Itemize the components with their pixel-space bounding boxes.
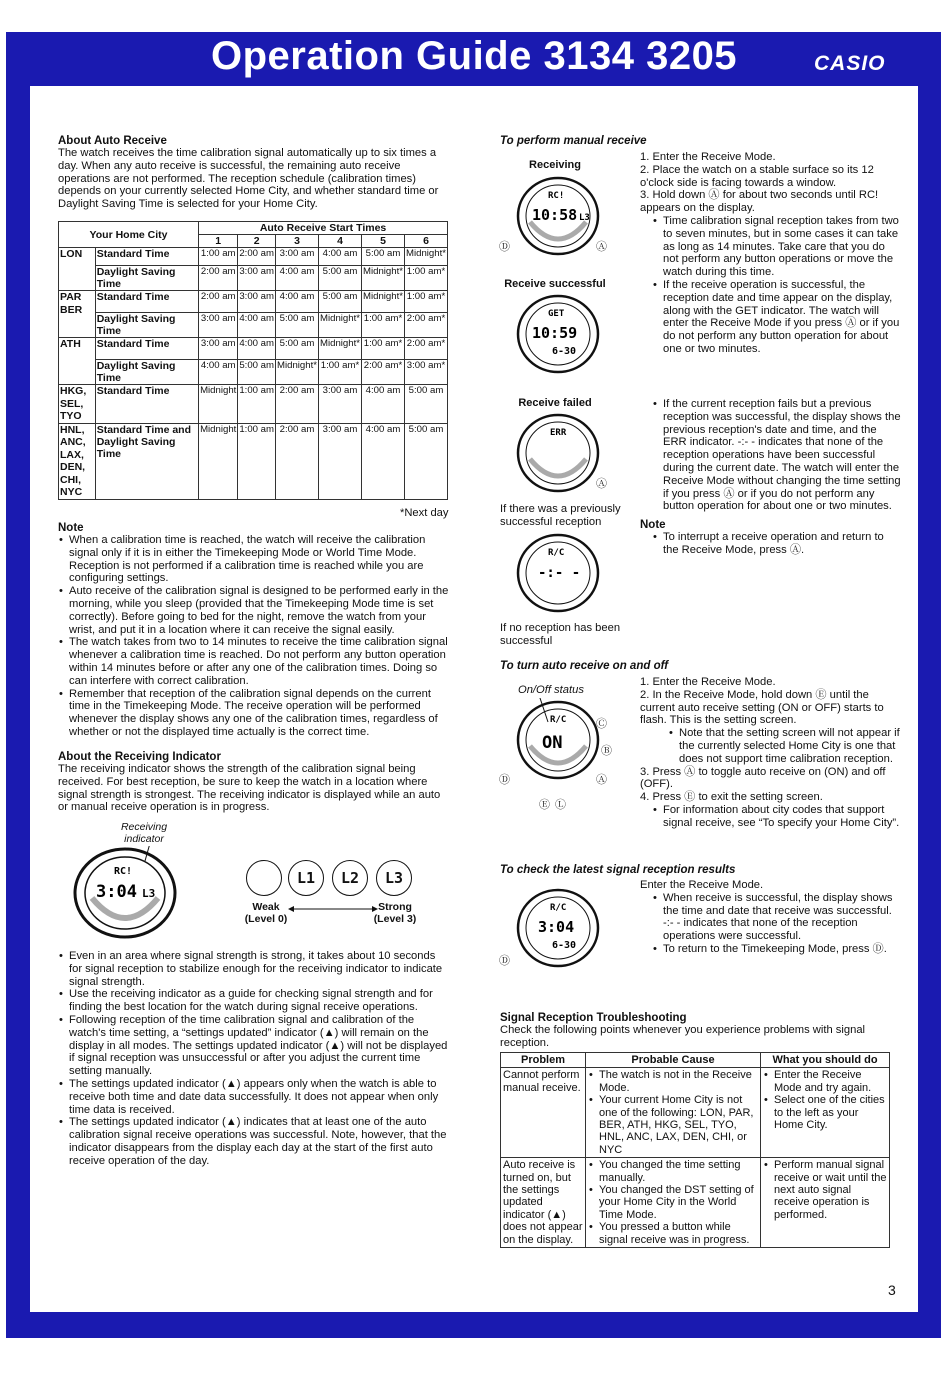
receiving-indicator-callout: Receiving indicator [120,821,168,845]
watch-no-reception [508,531,608,617]
onoff-bullet: • For information about city codes that support signal receive, see “To specify your Home City”. [663,804,902,830]
time-cell: 4:00 am [362,423,405,499]
button-a-icon: Ⓐ [596,774,607,786]
time-cell: 4:00 am [362,385,405,424]
trouble-rows [501,1068,890,1248]
latest-bullet: • When receive is successful, the display shows the time and date that receive was successful. -:- - indicates that none of the reception operations were successful. [663,892,902,943]
receiving-time-text: 10:58 [532,206,578,224]
time-col-4: 4 [319,235,362,248]
trouble-intro: Check the following points whenever you experience problems with signal reception. [500,1024,866,1049]
auto-receive-rows [59,248,448,500]
table-row [59,313,448,338]
failed-bullet: • If the current reception fails but a previous reception was successful, the display shows the previous reception's date and time, and the ERR indicator. -:- - indicates that none of the reception operations have been successful during the current date. The watch will enter the Receive Mode without changing the time setting if you press Ⓐ or if you do not perform any button operation for about one or two minutes. [663,398,902,513]
table-row [59,248,448,266]
time-cell: 1:00 am [199,248,238,266]
onoff-step: 1. Enter the Receive Mode. [640,676,776,688]
indicator-bullet: • The settings updated indicator (▲) appears only when the watch is able to receive both time and date data successfully. It does not appear when only time data is received. [69,1078,450,1116]
col-cause: Probable Cause [586,1053,761,1068]
level-3-circle: L3 [376,860,412,896]
time-col-6: 6 [405,235,448,248]
col-problem: Problem [501,1053,586,1068]
no-reception-caption: If no reception has been successful [500,622,621,647]
col-action: What you should do [761,1053,890,1068]
time-cell: 2:00 am [199,266,238,291]
time-cell: 5:00 am [319,266,362,291]
strong-label [370,902,420,925]
brand-logo: CASIO [814,52,886,75]
page-content [30,86,918,1312]
time-cell: 1:00 am* [405,291,448,313]
time-cell: 5:00 am [276,338,319,360]
note-item: • The watch takes from two to 14 minutes to receive the time calibration signal whenever a calibration time is reached. Do not perform any button operation within 14 minutes before or after any one of the calibration times. Doing so can interfere with correct calibration. [69,636,450,687]
onoff-step-list-2 [640,766,902,804]
time-cell: 2:00 am [276,423,319,499]
manual-bullet: • If the receive operation is successful, the reception date and time appear on the display, along with the GET indicator. The watch will enter the Receive Mode if you press Ⓐ or if you do not perform any button operation for about one or two minutes. [663,279,902,356]
auto-onoff-steps [640,676,902,830]
time-cell: 2:00 am [238,248,276,266]
time-cell: Midnight* [276,360,319,385]
indicator-heading: About the Receiving Indicator [58,751,221,763]
indicator-section [58,751,450,814]
manual-step: 1. Enter the Receive Mode. [640,151,776,163]
manual-heading: To perform manual receive [500,135,647,147]
time-cell: 5:00 am [276,313,319,338]
col-home-city: Your Home City [59,222,199,248]
col-start-times: Auto Receive Start Times [199,222,448,235]
time-cell: 4:00 am [276,266,319,291]
time-cell: 4:00 am [199,360,238,385]
action-cell [761,1158,890,1248]
cause-list [588,1159,758,1246]
problem-cell: Auto receive is turned on, but the settings updated indicator (▲) does not appear on the display. [501,1158,586,1248]
manual-note-list [652,531,902,557]
cause-item: • The watch is not in the Receive Mode. [599,1069,758,1094]
signal-level-row [246,860,446,900]
time-cell: 3:00 am [276,248,319,266]
time-cell: 1:00 am [238,385,276,424]
failed-description [640,398,902,557]
button-d-icon: Ⓓ [499,774,510,786]
time-cell: 2:00 am [199,291,238,313]
button-b-icon: Ⓑ [601,745,612,757]
time-type-cell: Standard Time and Daylight Saving Time [95,423,198,499]
city-cell: LON [59,248,96,291]
button-e-icon: Ⓔ [539,799,550,811]
city-cell: HKG, SEL, TYO [59,385,96,424]
time-cell: 2:00 am* [405,338,448,360]
watch-rc-text: RC! [114,866,133,877]
time-type-cell: Daylight Saving Time [95,360,198,385]
strong-text: Strong [378,901,412,913]
time-cell: Midnight [199,385,238,424]
time-cell: Midnight* [362,291,405,313]
time-cell: 3:00 am [319,423,362,499]
weak-sub-text: (Level 0) [244,912,288,925]
action-list [763,1069,887,1131]
header-bar [6,32,941,86]
onoff-step: 4. Press Ⓔ to exit the setting screen. [640,791,823,804]
problem-cell: Cannot perform manual receive. [501,1068,586,1158]
onoff-step: 3. Press Ⓐ to toggle auto receive on (ON) and off (OFF). [640,765,886,791]
latest-bullet-list [652,892,902,956]
onoff-step-list [640,676,902,727]
time-type-cell: Standard Time [95,248,198,266]
watch-failed [508,411,608,497]
action-item: • Enter the Receive Mode and try again. [774,1069,887,1094]
latest-rc-text: R/C [550,903,567,913]
no-reception-dash-text: -:- - [538,565,581,581]
trouble-section [500,1012,900,1050]
table-row [501,1068,890,1158]
table-row [501,1158,890,1248]
auto-receive-notes [58,522,450,739]
manual-note: • To interrupt a receive operation and return to the Receive Mode, press Ⓐ. [663,531,902,557]
trouble-heading: Signal Reception Troubleshooting [500,1012,687,1024]
table-row [59,291,448,313]
time-cell: 5:00 am [362,248,405,266]
time-cell: 3:00 am [238,266,276,291]
action-item: • Perform manual signal receive or wait until the next auto signal receive operation is performed. [774,1159,887,1221]
next-day-footnote: *Next day [400,507,449,519]
level-1-circle: L1 [288,860,324,896]
time-cell: 4:00 am [238,313,276,338]
indicator-bullet-list [58,950,450,1168]
time-cell: 4:00 am [319,248,362,266]
button-c-icon: Ⓒ [596,718,607,730]
button-d-icon: Ⓓ [499,955,510,967]
latest-date-text: 6-30 [552,940,577,951]
time-cell: 5:00 am [238,360,276,385]
time-cell: 2:00 am* [362,360,405,385]
action-cell [761,1068,890,1158]
page-number: 3 [888,1282,896,1298]
weak-label [242,902,290,925]
time-cell: 4:00 am [276,291,319,313]
success-time-text: 10:59 [532,324,578,342]
indicator-intro: The receiving indicator shows the strength of the calibration signal being received. For best reception, be sure to keep the watch in a location where signal strength is strongest. The receiving indicator is displayed while an auto or manual receive operation is in progress. [58,763,441,814]
watch-success [508,292,608,378]
table-row [59,423,448,499]
onoff-step: 2. In the Receive Mode, hold down Ⓔ until the current auto receive setting (ON or OFF) starts to flash. This is the setting screen. [640,688,884,727]
watch-level-text: L3 [142,887,156,900]
watch-onoff [508,698,608,784]
onoff-on-text: ON [542,733,563,753]
indicator-bullet: • Even in an area where signal strength is strong, it takes about 10 seconds for signal reception to stabilize enough for the receiving indicator to indicate signal strength. [69,950,450,988]
indicator-bullets [58,950,450,1168]
action-list [763,1159,887,1221]
note-item: • When a calibration time is reached, the watch will receive the calibration signal only if it is in either the Timekeeping Mode or World Time Mode. Reception is not performed if a calibration time is reached while you are configuring settings. [69,534,450,585]
time-cell: 4:00 am [238,338,276,360]
city-cell: ATH [59,338,96,385]
time-cell: 3:00 am [319,385,362,424]
watch-latest [508,886,608,972]
time-type-cell: Daylight Saving Time [95,313,198,338]
failed-err-text: ERR [550,428,567,438]
page-title: Operation Guide 3134 3205 [211,34,738,78]
no-reception-rc-text: R/C [548,548,565,558]
table-row [59,385,448,424]
button-d-icon: Ⓓ [499,241,510,253]
latest-time-text: 3:04 [538,918,575,936]
time-cell: Midnight* [362,266,405,291]
time-cell: Midnight* [319,338,362,360]
manual-step-list [640,151,902,215]
latest-bullet: • To return to the Timekeeping Mode, press Ⓓ. [663,943,902,956]
time-cell: 1:00 am* [362,338,405,360]
note-heading: Note [58,522,84,534]
watch-time-text: 3:04 [96,882,137,902]
action-item: • Select one of the cities to the left as your Home City. [774,1094,887,1131]
indicator-bullet: • Use the receiving indicator as a guide for checking signal strength and for finding the best location for the watch during signal receive operations. [69,988,450,1014]
cause-item: • You changed the DST setting of your Home City in the World Time Mode. [599,1184,758,1221]
time-cell: Midnight* [319,313,362,338]
auto-receive-section [58,135,450,211]
watch-receiving [508,174,608,260]
indicator-bullet: • Following reception of the time calibration signal and calibration of the watch's time setting, a “settings updated” indicator (▲) will remain on the display in all modes. The settings updated indicator (▲) will not be displayed if signal reception was unsuccessful or after you adjust the current time setting manually. [69,1014,450,1078]
city-cell: HNL, ANC, LAX, DEN, CHI, NYC [59,423,96,499]
time-cell: 2:00 am* [405,313,448,338]
time-col-3: 3 [276,235,319,248]
cause-cell [586,1068,761,1158]
time-cell: 1:00 am* [362,313,405,338]
auto-onoff-heading: To turn auto receive on and off [500,660,669,672]
success-get-text: GET [548,309,565,319]
city-cell: PAR BER [59,291,96,338]
prev-success-caption: If there was a previously successful reception [500,503,621,528]
receiving-level-text: L3 [579,213,590,223]
time-col-1: 1 [199,235,238,248]
strength-arrow [288,904,378,914]
weak-text: Weak [252,901,280,913]
failed-bullet-list [652,398,902,513]
cause-cell [586,1158,761,1248]
time-type-cell: Standard Time [95,385,198,424]
note-item: • Auto receive of the calibration signal is designed to be performed early in the morning, while you sleep (provided that the Timekeeping Mode time is set correctly). Before going to bed for the night, remove the watch from your wrist, and put it in a location where it can receive the signal easily. [69,585,450,636]
time-cell: 3:00 am [199,338,238,360]
manual-step: 2. Place the watch on a stable surface so its 12 o'clock side is facing towards a window. [640,163,874,189]
level-2-circle: L2 [332,860,368,896]
latest-heading: To check the latest signal reception results [500,864,736,876]
time-cell: 1:00 am* [405,266,448,291]
cause-list [588,1069,758,1156]
time-type-cell: Standard Time [95,291,198,313]
time-cell: 3:00 am [199,313,238,338]
time-cell: 3:00 am* [405,360,448,385]
time-cell: 2:00 am [276,385,319,424]
auto-receive-table [58,221,448,500]
time-cell: 3:00 am [238,291,276,313]
time-cell: 1:00 am [238,423,276,499]
time-type-cell: Standard Time [95,338,198,360]
time-cell: Midnight* [405,248,448,266]
time-cell: 5:00 am [405,423,448,499]
receiving-rc-text: RC! [548,191,565,201]
onoff-subnote: • Note that the setting screen will not appear if the currently selected Home City is one that does not support time calibration reception. [679,727,902,765]
button-a-icon: Ⓐ [596,478,607,490]
note-list [58,534,450,739]
success-label: Receive successful [504,278,606,290]
time-cell: 5:00 am [405,385,448,424]
manual-steps [640,151,902,356]
level-0-circle [246,860,282,896]
strong-sub-text: (Level 3) [373,912,417,925]
success-date-text: 6-30 [552,346,577,357]
time-col-2: 2 [238,235,276,248]
button-l-icon: Ⓛ [555,799,566,811]
troubleshooting-table [500,1052,890,1248]
cause-item: • You changed the time setting manually. [599,1159,758,1184]
manual-step: 3. Hold down Ⓐ for about two seconds until RC! appears on the display. [640,189,879,215]
cause-item: • You pressed a button while signal receive was in progress. [599,1221,758,1246]
onoff-status-label: On/Off status [518,684,584,696]
manual-bullet: • Time calibration signal reception takes from two to seven minutes, but in some cases it can take as long as 14 minutes. Take care that you do not perform any button operations or move the watch during this time. [663,215,902,279]
auto-receive-heading: About Auto Receive [58,135,167,147]
indicator-bullet: • The settings updated indicator (▲) indicates that at least one of the auto calibration signal receive operations was successful. Note, however, that the indicator disappears from the display each day at the start of the first auto receive operation of the day. [69,1116,450,1167]
latest-intro: Enter the Receive Mode. [640,879,764,891]
table-row [59,360,448,385]
time-cell: Midnight [199,423,238,499]
receiving-label: Receiving [529,159,581,171]
onoff-subnote-list [668,727,902,765]
manual-bullet-list [652,215,902,356]
failed-label: Receive failed [518,397,592,409]
table-row [59,338,448,360]
button-a-icon: Ⓐ [596,241,607,253]
cause-item: • Your current Home City is not one of the following: LON, PAR, BER, ATH, HKG, SEL, TYO, HNL, ANC, LAX, DEN, CHI, or NYC [599,1094,758,1156]
auto-receive-intro: The watch receives the time calibration signal automatically up to six times a day. When any auto receive is successful, the remaining auto receive operations are not performed. The reception schedule (calibration times) depends on your currently selected Home City, and whether standard time or Daylight Saving Time is selected for your Home City. [58,147,439,211]
manual-note-heading: Note [640,519,666,532]
time-col-5: 5 [362,235,405,248]
note-item: • Remember that reception of the calibration signal depends on the current time in the Timekeeping Mode. The receive operation will be performed whenever the display shows any one of the calibration times, regardless of whether or not the displayed time actually is the correct time. [69,688,450,739]
onoff-rc-text: R/C [550,715,567,725]
onoff-bullet-list [652,804,902,830]
latest-text [640,879,902,956]
table-row [59,266,448,291]
time-type-cell: Daylight Saving Time [95,266,198,291]
watch-receiving-indicator [70,846,180,941]
time-cell: 5:00 am [319,291,362,313]
time-cell: 1:00 am* [319,360,362,385]
